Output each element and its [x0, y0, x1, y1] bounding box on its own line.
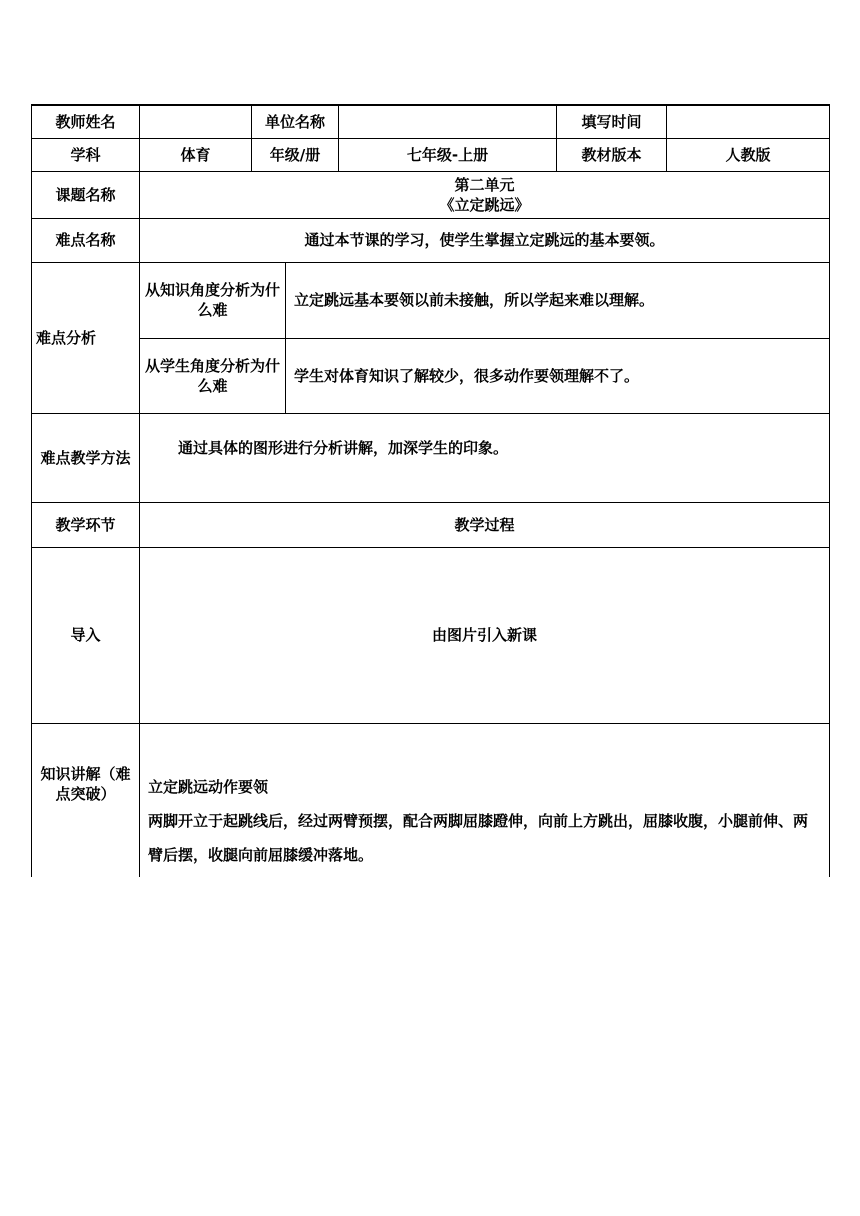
process-header-row	[32, 502, 830, 547]
analysis-row-student	[32, 338, 830, 413]
fill-time-field[interactable]	[667, 105, 830, 138]
textbook-label: 教材版本	[557, 138, 667, 171]
grade-label: 年级/册	[252, 138, 339, 171]
knowledge-label: 知识讲解（难点突破）	[32, 723, 140, 877]
stage-header: 教学环节	[32, 502, 140, 547]
analysis-row-knowledge	[32, 262, 830, 338]
topic-value	[140, 171, 830, 218]
intro-value: 由图片引入新课	[140, 547, 830, 723]
topic-unit: 第二单元	[454, 175, 515, 194]
unit-name-field[interactable]	[339, 105, 557, 138]
method-value: 通过具体的图形进行分析讲解，加深学生的印象。	[140, 413, 830, 502]
knowledge-title: 立定跳远动作要领	[148, 777, 269, 796]
student-angle-value: 学生对体育知识了解较少，很多动作要领理解不了。	[286, 338, 830, 413]
intro-label: 导入	[32, 547, 140, 723]
unit-name-label: 单位名称	[252, 105, 339, 138]
intro-row	[32, 547, 830, 723]
method-label: 难点教学方法	[32, 413, 140, 502]
topic-row	[32, 171, 830, 218]
topic-label: 课题名称	[32, 171, 140, 218]
header-row-2	[32, 138, 830, 171]
fill-time-label: 填写时间	[557, 105, 667, 138]
difficulty-row	[32, 218, 830, 262]
teacher-name-field[interactable]	[140, 105, 252, 138]
analysis-label: 难点分析	[32, 262, 140, 413]
knowledge-content	[140, 723, 830, 877]
process-header: 教学过程	[140, 502, 830, 547]
header-row-1	[32, 105, 830, 138]
grade-value: 七年级-上册	[339, 138, 557, 171]
knowledge-angle-value: 立定跳远基本要领以前未接触，所以学起来难以理解。	[286, 262, 830, 338]
difficulty-value: 通过本节课的学习，使学生掌握立定跳远的基本要领。	[140, 218, 830, 262]
knowledge-body: 两脚开立于起跳线后，经过两臂预摆，配合两脚屈膝蹬伸，向前上方跳出，屈膝收腹，小腿前伸、两臂后摆，收腿向前屈膝缓冲落地。	[148, 811, 809, 864]
difficulty-label: 难点名称	[32, 218, 140, 262]
knowledge-angle-label: 从知识角度分析为什么难	[140, 262, 286, 338]
subject-label: 学科	[32, 138, 140, 171]
knowledge-row	[32, 723, 830, 877]
method-row	[32, 413, 830, 502]
subject-value: 体育	[140, 138, 252, 171]
student-angle-label: 从学生角度分析为什么难	[140, 338, 286, 413]
lesson-plan-table	[31, 104, 830, 877]
textbook-value: 人教版	[667, 138, 830, 171]
teacher-name-label: 教师姓名	[32, 105, 140, 138]
topic-title: 《立定跳远》	[439, 195, 530, 214]
